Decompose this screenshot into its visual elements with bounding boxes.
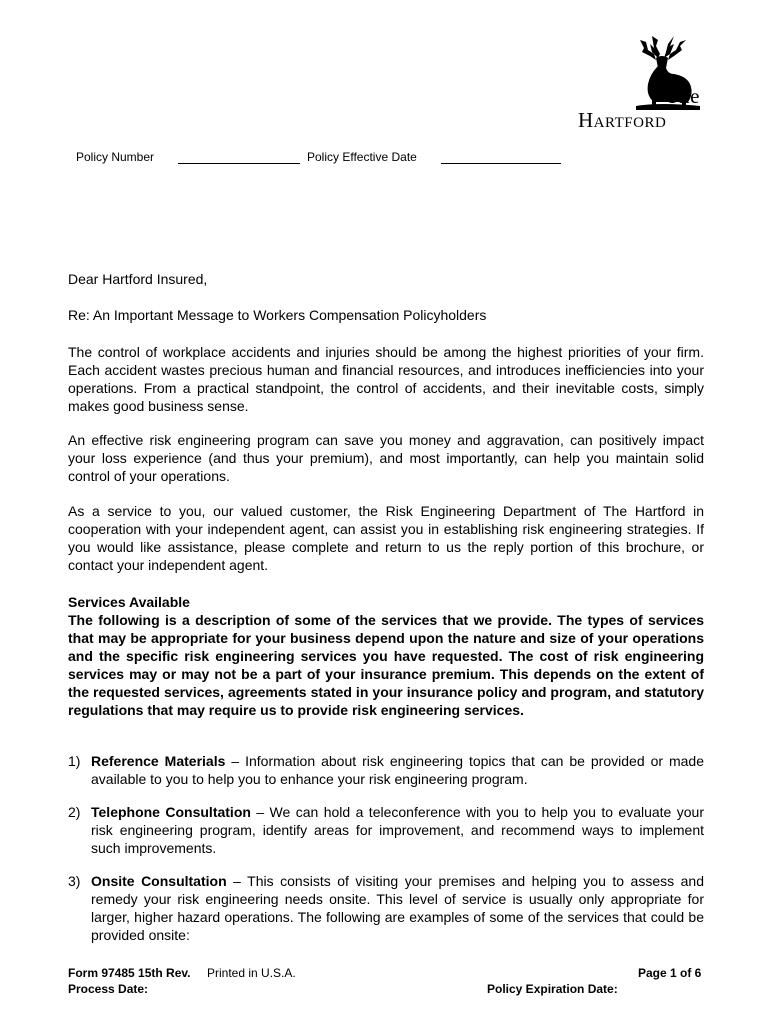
policy-expiration-date-label: Policy Expiration Date: — [487, 982, 618, 996]
paragraph-2: An effective risk engineering program can save you money and aggravation, can positively impact your loss experience (and thus your premium), and most importantly, can help you maintain solid control of your operations. — [68, 432, 704, 484]
printed-in: Printed in U.S.A. — [207, 966, 296, 980]
list-item-title: Reference Materials — [91, 753, 226, 769]
services-intro: The following is a description of some of the services that we provide. The types of services that may be appropriate for your business depend upon the nature and size of your operations and the specific risk engineering services you have requested. The cost of risk engineering services may or may not be a part of your insurance premium. This depends on the extent of the requested services, agreements stated in your insurance policy and program, and statutory regulations that may require us to provide risk engineering services. — [68, 612, 704, 718]
logo-hartford-text: Hartford — [578, 108, 667, 132]
re-line: Re: An Important Message to Workers Compensation Policyholders — [68, 307, 487, 323]
list-item — [68, 872, 704, 944]
list-item-number: 2) — [68, 804, 81, 820]
policy-number-label: Policy Number — [76, 150, 155, 164]
list-item-text: – Information about risk engineering topics that can be provided or made available to you to help you to enhance your risk engineering program. — [91, 753, 704, 787]
page-number: Page 1 of 6 — [638, 966, 702, 980]
list-item-title: Telephone Consultation — [91, 804, 251, 820]
list-item — [68, 803, 704, 857]
list-item — [68, 752, 704, 788]
list-item-text: – We can hold a teleconference with you to help you to evaluate your risk engineering program, identify areas for improvement, and recommend ways to implement such improvements. — [91, 804, 704, 856]
list-item-number: 3) — [68, 873, 81, 889]
form-number: Form 97485 15th Rev. — [68, 966, 191, 980]
hartford-logo — [575, 34, 705, 132]
list-item-number: 1) — [68, 753, 81, 769]
paragraph-1: The control of workplace accidents and injuries should be among the highest priorities of your firm. Each accident wastes precious human and financial resources, and introduces inefficiencies into your operations. From a practical standpoint, the control of accidents, and their inevitable costs, simply makes good business sense. — [68, 344, 704, 414]
services-heading: Services Available — [68, 594, 190, 610]
process-date-label: Process Date: — [68, 982, 149, 996]
logo-the-text: The — [665, 84, 700, 108]
salutation: Dear Hartford Insured, — [68, 271, 208, 287]
paragraph-3: As a service to you, our valued customer, the Risk Engineering Department of The Hartford in cooperation with your independent agent, can assist you in establishing risk engineering strategies. If you would like assistance, please complete and return to us the reply portion of this brochure, or contact your independent agent. — [68, 503, 704, 573]
policy-effective-date-label: Policy Effective Date — [307, 150, 417, 164]
list-item-text: – This consists of visiting your premises and helping you to assess and remedy your risk engineering needs onsite. This level of service is usually only appropriate for larger, higher hazard operations. The following are examples of some of the services that could be provided onsite: — [91, 873, 704, 943]
list-item-title: Onsite Consultation — [91, 873, 227, 889]
